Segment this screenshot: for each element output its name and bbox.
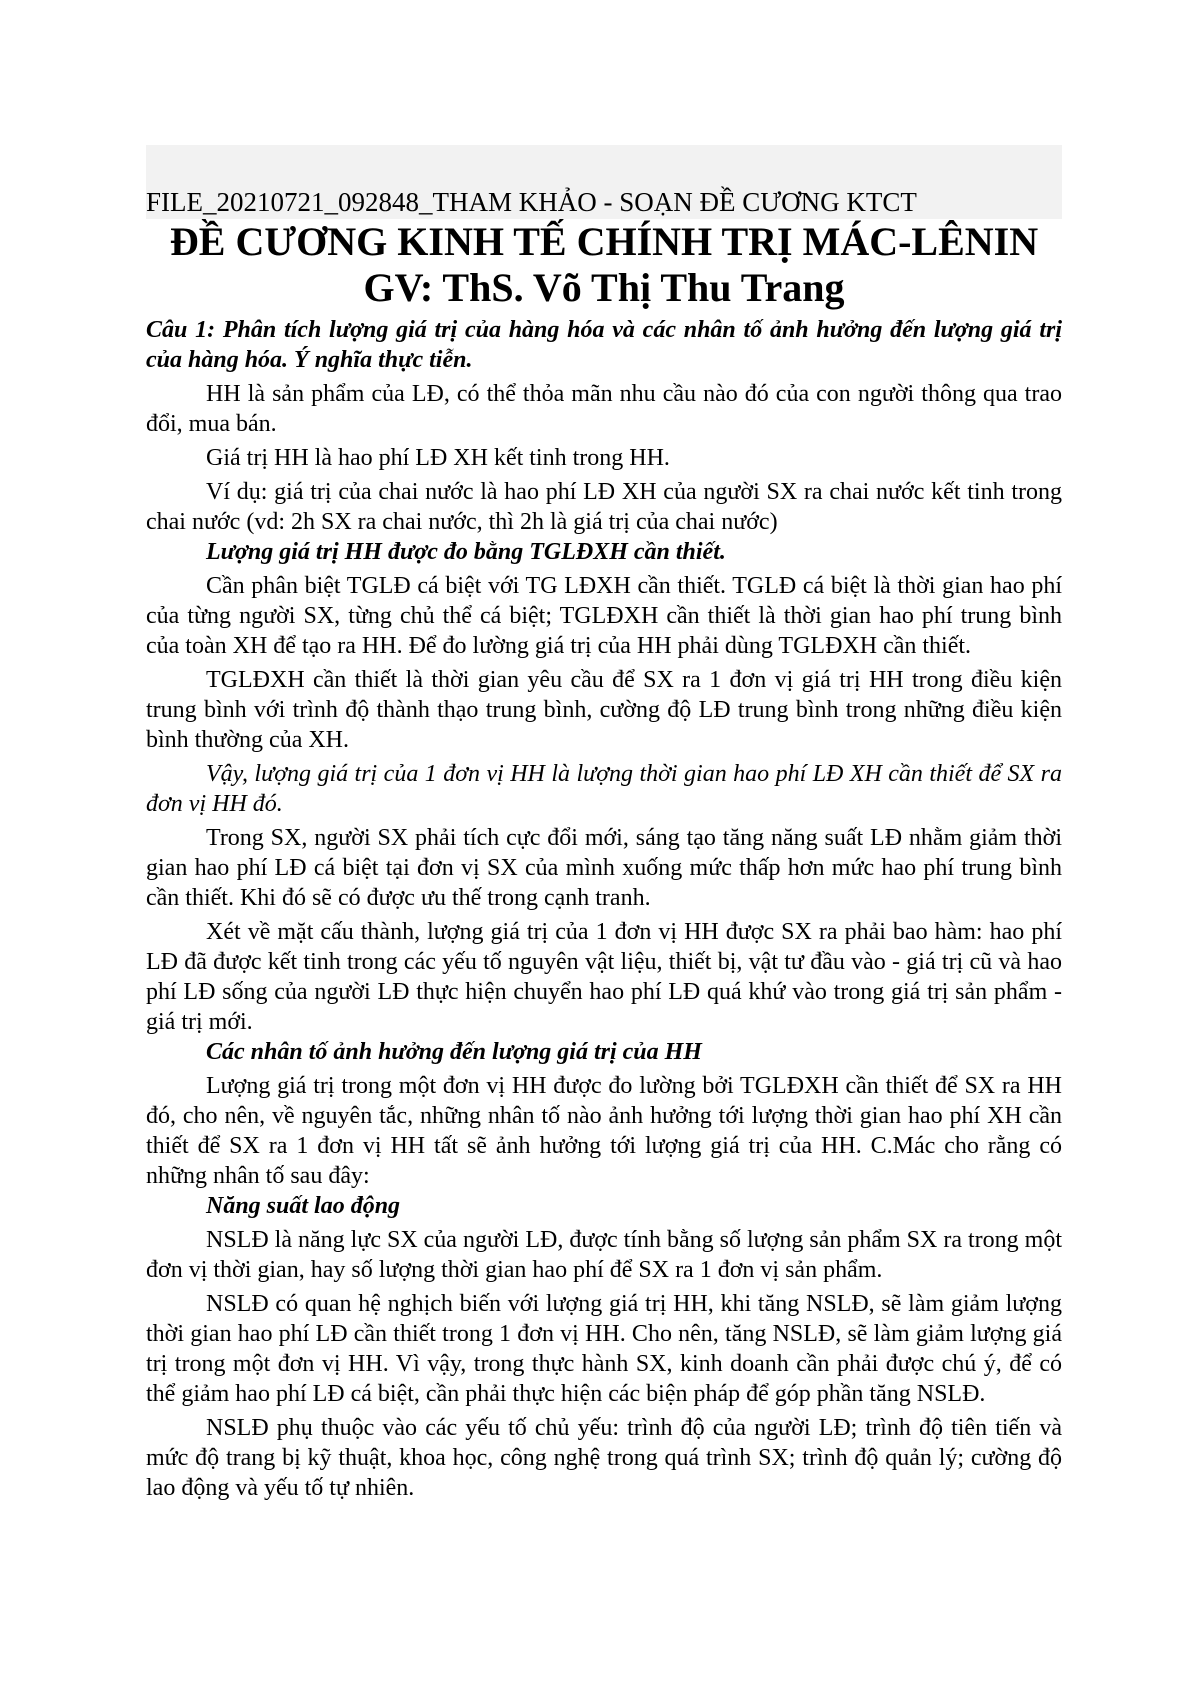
paragraph: HH là sản phẩm của LĐ, có thể thỏa mãn nhu cầu nào đó của con người thông qua trao đổi, mua bán.	[146, 381, 1062, 437]
section-heading: Các nhân tố ảnh hưởng đến lượng giá trị của HH	[206, 1039, 702, 1065]
paragraph: Ví dụ: giá trị của chai nước là hao phí LĐ XH của người SX ra chai nước kết tinh trong chai nước (vd: 2h SX ra chai nước, thì 2h là giá trị của chai nước)	[146, 479, 1062, 535]
document-title: ĐỀ CƯƠNG KINH TẾ CHÍNH TRỊ MÁC-LÊNIN	[169, 219, 1039, 264]
paragraph: NSLĐ là năng lực SX của người LĐ, được tính bằng số lượng sản phẩm SX ra trong một đơn vị thời gian, hay số lượng thời gian hao phí để SX ra 1 đơn vị sản phẩm.	[146, 1227, 1062, 1283]
paragraph-italic: Vậy, lượng giá trị của 1 đơn vị HH là lượng thời gian hao phí LĐ XH cần thiết để SX ra đơn vị HH đó.	[146, 761, 1062, 817]
section-heading: Lượng giá trị HH được đo bằng TGLĐXH cần thiết.	[206, 539, 726, 565]
section-heading: Năng suất lao động	[206, 1193, 401, 1219]
paragraph: NSLĐ có quan hệ nghịch biến với lượng giá trị HH, khi tăng NSLĐ, sẽ làm giảm lượng thời gian hao phí LĐ cần thiết trong 1 đơn vị HH. Cho nên, tăng NSLĐ, sẽ làm giảm lượng giá trị trong một đơn vị HH. Vì vậy, trong thực hành SX, kinh doanh cần phải được chú ý, để có thể giảm hao phí LĐ cá biệt, cần phải thực hiện các biện pháp để góp phần tăng NSLĐ.	[146, 1291, 1062, 1407]
paragraph: Cần phân biệt TGLĐ cá biệt với TG LĐXH cần thiết. TGLĐ cá biệt là thời gian hao phí của từng người SX, từng chủ thể cá biệt; TGLĐXH cần thiết là thời gian hao phí trung bình của toàn XH để tạo ra HH. Để đo lường giá trị của HH phải dùng TGLĐXH cần thiết.	[146, 573, 1062, 659]
paragraph: TGLĐXH cần thiết là thời gian yêu cầu để SX ra 1 đơn vị giá trị HH trong điều kiện trung bình với trình độ thành thạo trung bình, cường độ LĐ trung bình trong những điều kiện bình thường của XH.	[146, 667, 1062, 753]
document-body	[146, 219, 1062, 1503]
paragraph: Giá trị HH là hao phí LĐ XH kết tinh trong HH.	[206, 445, 670, 471]
paragraph: Trong SX, người SX phải tích cực đổi mới, sáng tạo tăng năng suất LĐ nhằm giảm thời gian hao phí LĐ cá biệt tại đơn vị SX của mình xuống mức thấp hơn mức hao phí trung bình cần thiết. Khi đó sẽ có được ưu thế trong cạnh tranh.	[146, 825, 1062, 911]
paragraph: NSLĐ phụ thuộc vào các yếu tố chủ yếu: trình độ của người LĐ; trình độ tiên tiến và mức độ trang bị kỹ thuật, khoa học, công nghệ trong quá trình SX; trình độ quản lý; cường độ lao động và yếu tố tự nhiên.	[146, 1415, 1062, 1501]
question-heading: Câu 1: Phân tích lượng giá trị của hàng hóa và các nhân tố ảnh hưởng đến lượng giá trị của hàng hóa. Ý nghĩa thực tiễn.	[146, 317, 1062, 373]
file-name: FILE_20210721_092848_THAM KHẢO - SOẠN ĐỀ CƯƠNG KTCT	[146, 187, 917, 217]
document-subtitle: GV: ThS. Võ Thị Thu Trang	[363, 265, 845, 310]
paragraph: Xét về mặt cấu thành, lượng giá trị của 1 đơn vị HH được SX ra phải bao hàm: hao phí LĐ đã được kết tinh trong các yếu tố nguyên vật liệu, thiết bị, vật tư đầu vào - giá trị cũ và hao phí LĐ sống của người LĐ thực hiện chuyển hao phí LĐ quá khứ vào trong giá trị sản phẩm - giá trị mới.	[146, 919, 1062, 1035]
paragraph: Lượng giá trị trong một đơn vị HH được đo lường bởi TGLĐXH cần thiết để SX ra HH đó, cho nên, về nguyên tắc, những nhân tố nào ảnh hưởng tới lượng thời gian hao phí XH cần thiết để SX ra 1 đơn vị HH tất sẽ ảnh hưởng tới lượng giá trị của HH. C.Mác cho rằng có những nhân tố sau đây:	[146, 1073, 1062, 1189]
